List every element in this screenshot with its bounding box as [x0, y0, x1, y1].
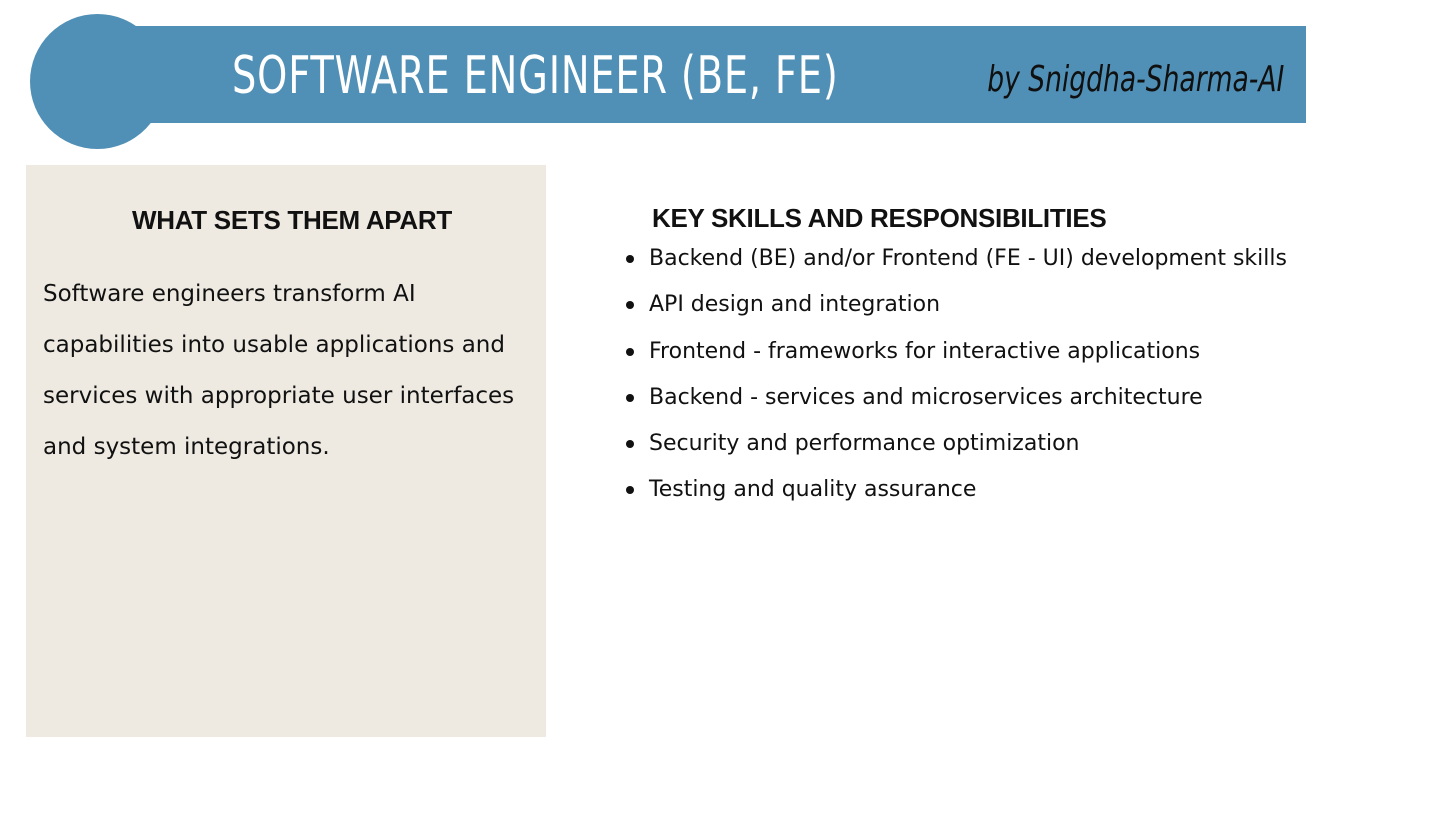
list-item [624, 422, 1287, 468]
list-item [624, 237, 1287, 283]
author-credit: by Snigdha-Sharma-AI [986, 59, 1284, 100]
bullet-icon [626, 486, 634, 494]
bullet-icon [626, 440, 634, 448]
bullet-icon [626, 301, 634, 309]
what-sets-them-apart-panel [26, 165, 546, 737]
bullet-icon [626, 255, 634, 263]
key-skills-list [624, 237, 1287, 515]
skill-text: Testing and quality assurance [649, 477, 977, 503]
what-sets-them-apart-heading: WHAT SETS THEM APART [132, 204, 452, 235]
list-item [624, 330, 1287, 376]
key-skills-heading: KEY SKILLS AND RESPONSIBILITIES [652, 202, 1107, 233]
skill-text: API design and integration [649, 292, 941, 318]
skill-text: Frontend - frameworks for interactive applications [649, 338, 1201, 364]
bullet-icon [626, 348, 634, 356]
list-item [624, 468, 1287, 514]
skill-text: Security and performance optimization [649, 431, 1080, 457]
what-sets-them-apart-text: Software engineers transform AI capabilities into usable applications and services with appropriate user interfaces and system integrations. [43, 281, 515, 460]
bullet-icon [626, 394, 634, 402]
skill-text: Backend - services and microservices architecture [649, 384, 1203, 410]
list-item [624, 283, 1287, 329]
list-item [624, 376, 1287, 422]
page-title: SOFTWARE ENGINEER (BE, FE) [232, 46, 839, 106]
skill-text: Backend (BE) and/or Frontend (FE - UI) development skills [649, 246, 1287, 271]
